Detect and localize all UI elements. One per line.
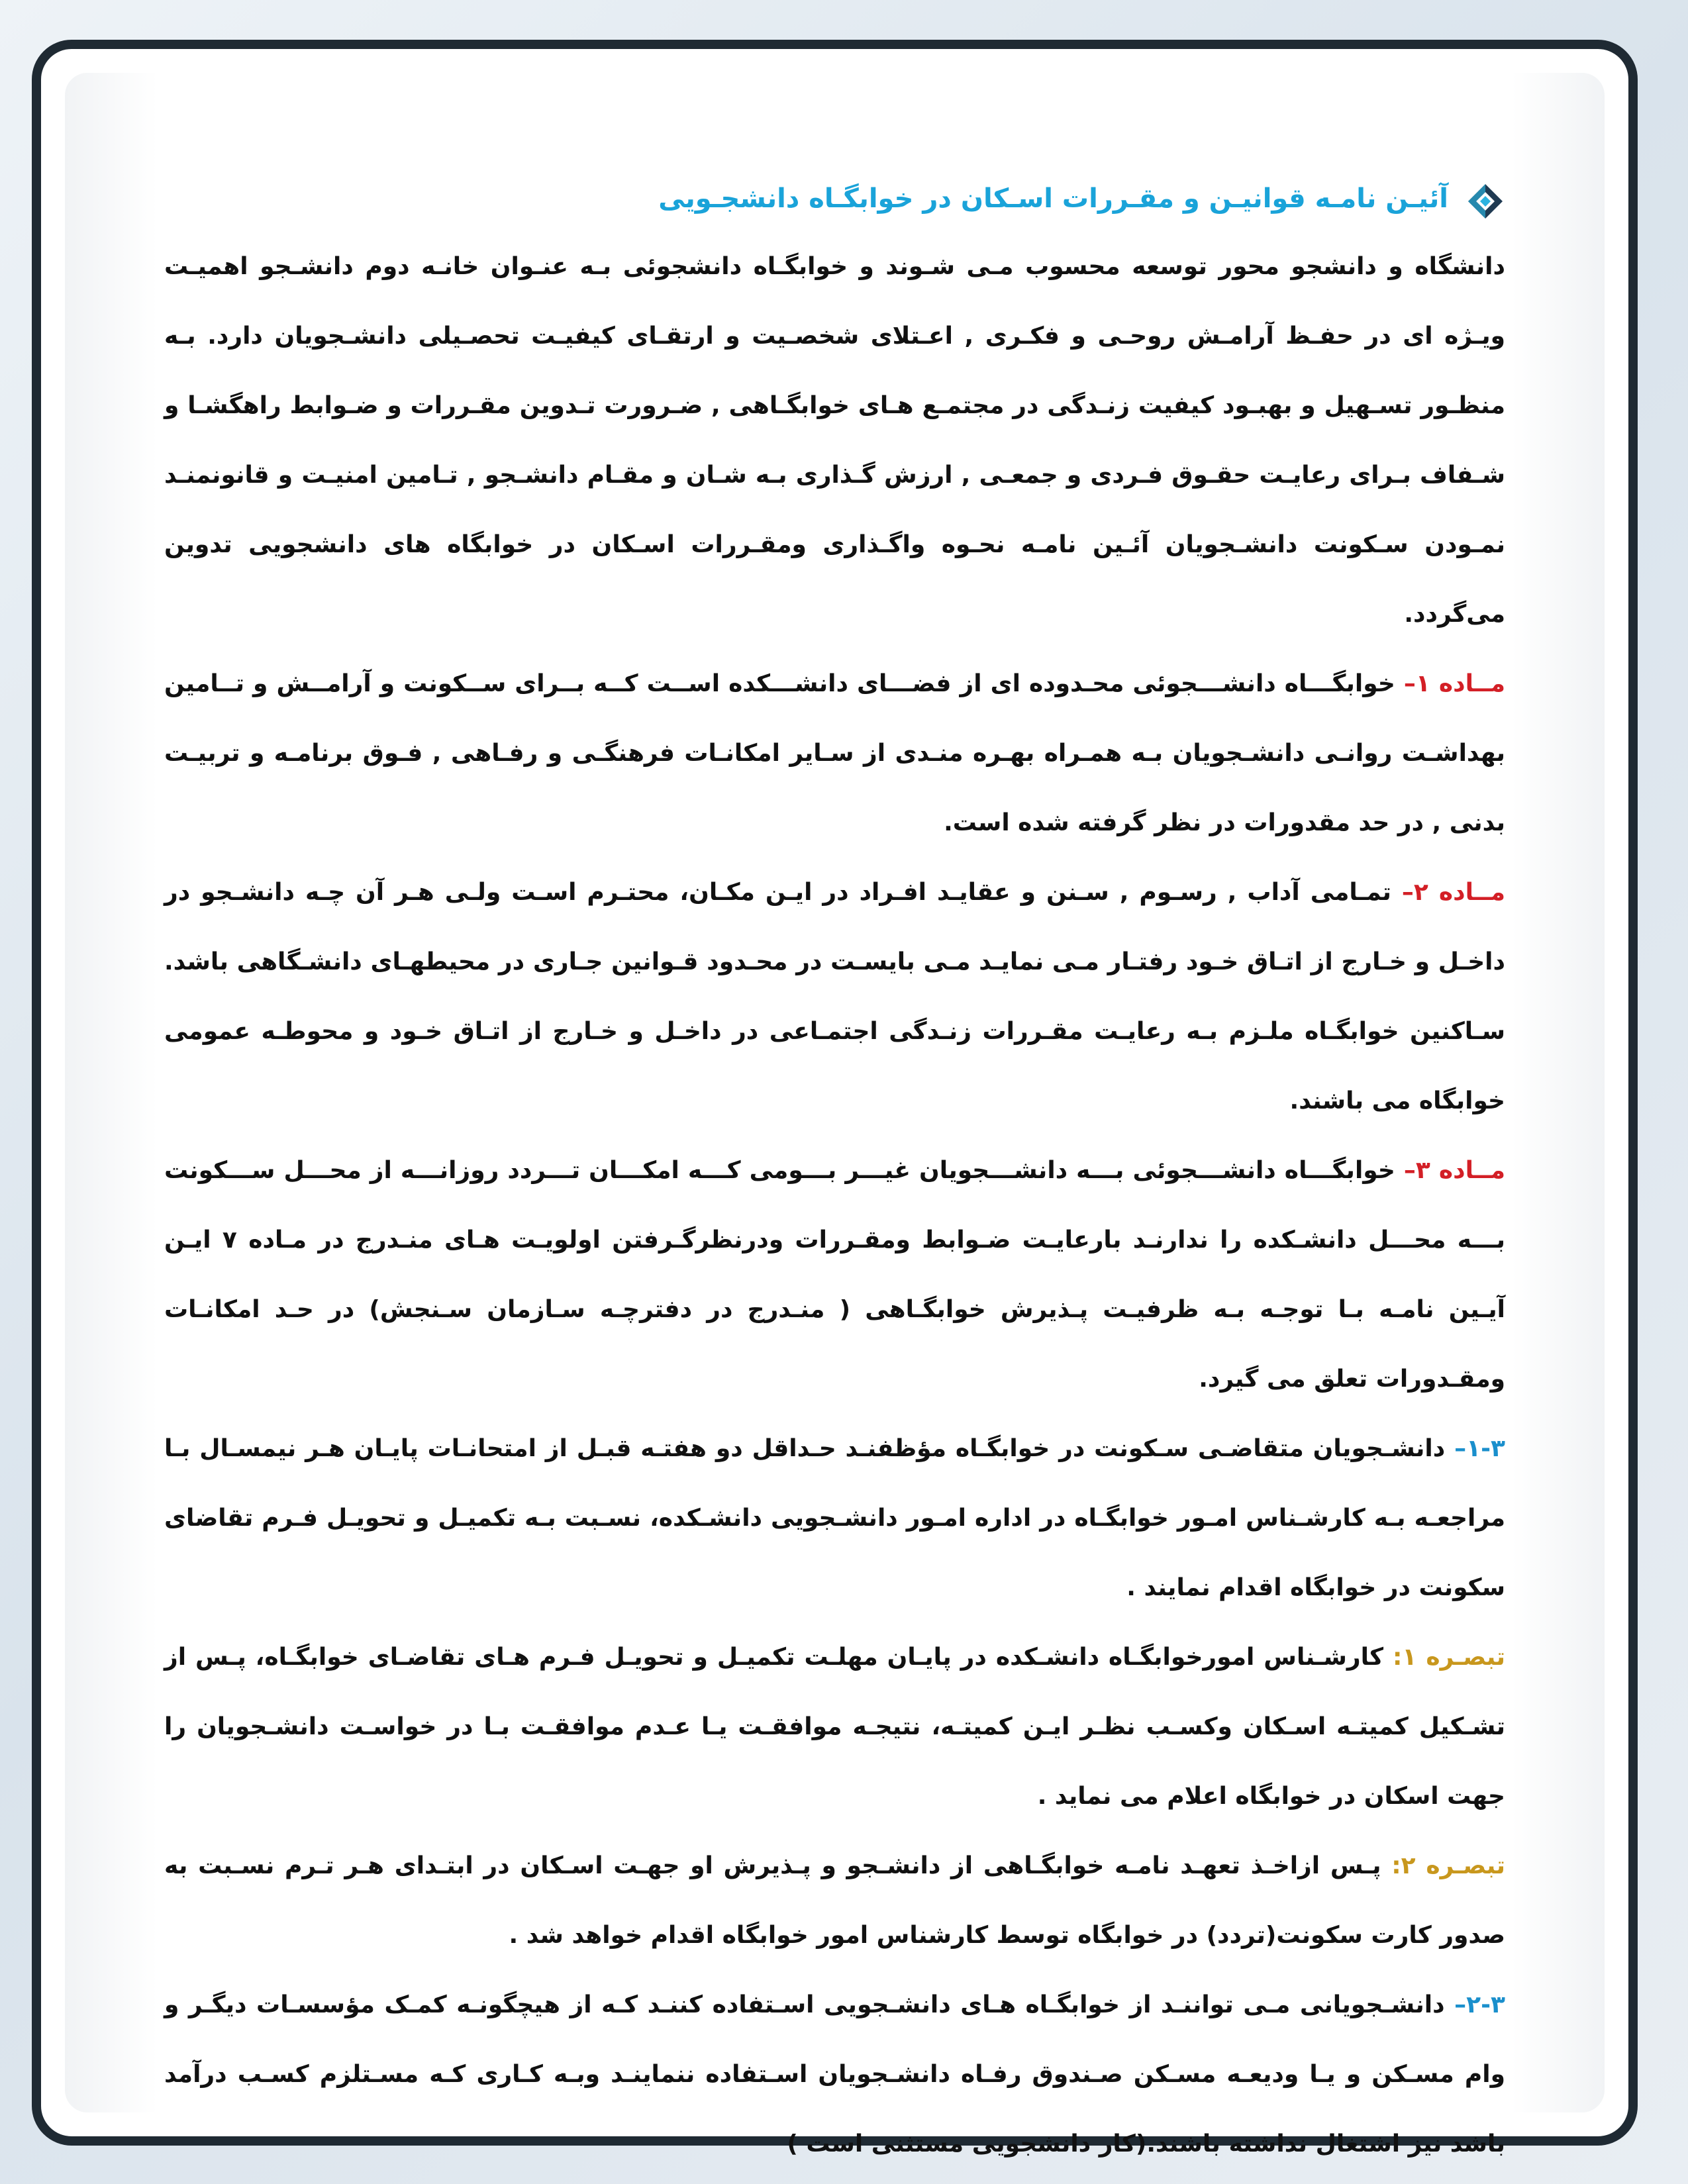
clause-3-1-text: دانشـجویان متقاضـی سـکونت در خوابگـاه مؤظفنـد حـداقل دو هفتـه قبـل از امتحانـات پایـان هـر نیمسـال بـا مراجعـه بـه کارشـناس امـور خوابگـاه در اداره امـور دانشـجویی دانشـکده، نسـبت بـه تکمیـل و تحویـل فـرم تقاضای سکونت در خوابگاه اقدام نمایند . [164,1435,1505,1601]
article-1-text: خوابگـــاه دانشـــجوئی محـدوده ای از فضـــای دانشـــکده اســت کــه بــرای ســکونت و آرامــش و تــامین بهداشـت روانـی دانشـجویان بـه همـراه بهـره منـدی از سـایر امکانـات فرهنگـی و رفـاهی , فـوق برنامـه و تربیـت بدنی , در حد مقدورات در نظر گرفته شده است. [164,670,1505,836]
title-row [164,166,1505,232]
document-body [164,166,1505,2179]
note-1-text: کارشـناس امورخوابگـاه دانشـکده در پایـان مهلـت تکمیـل و تحویـل فـرم هـای تقاضـای خوابگـاه، پـس از تشـکیل کمیتـه اسـکان وکسـب نظـر ایـن کمیتـه، نتیجـه موافقـت یـا عـدم موافقـت بـا در خواسـت دانشـجویان را جهت اسکان در خوابگاه اعلام می نماید . [164,1644,1505,1810]
clause-3-2 [164,1970,1505,2179]
note-1 [164,1622,1505,1831]
article-1-label: مــاده ۱– [1403,670,1505,697]
article-2-text: تمـامی آداب , رسـوم , سـنن و عقایـد افـراد در ایـن مکـان، محتـرم اسـت ولـی هـر آن چـه دانشـجو در داخـل و خـارج از اتـاق خـود رفتـار مـی نمایـد مـی بایسـت در محـدود قـوانین جـاری در محیطهـای دانشـگاهی باشد. سـاکنین خوابگـاه ملـزم بـه رعایـت مقـررات زنـدگی اجتمـاعی در داخـل و خـارج از اتـاق خـود و محوطـه عمومی خوابگاه می باشند. [164,879,1505,1115]
article-2-label: مــاده ۲– [1401,879,1505,906]
article-3-text: خوابگـــاه دانشـــجوئی بـــه دانشـــجویان غیـــر بـــومی کـــه امکـــان تـــردد روزانـــه از محـــل ســـکونت بـــه محـــل دانشـکده را ندارنـد بارعایـت ضـوابط ومقـررات ودرنظرگـرفتن اولویـت هـای منـدرج در مـاده ۷ ایـن آیـین نامـه بـا توجـه بـه ظرفیـت پـذیرش خوابگـاهی ( منـدرج در دفترچـه سـازمان سـنجش) در حـد امکانـات ومقـدورات تعلق می گیرد. [164,1157,1505,1393]
article-2 [164,858,1505,1136]
note-1-label: تبصـره ۱: [1393,1644,1505,1671]
clause-3-1 [164,1414,1505,1622]
document-title: آئیـن نامـه قوانیـن و مقـررات اسـکان در خوابگـاه دانشجـویی [658,183,1448,214]
clause-3-2-text: دانشـجویانی مـی تواننـد از خوابگـاه هـای دانشـجویی اسـتفاده کننـد کـه از هیچگونـه کمـک مؤسسـات دیگـر و وام مسـکن و یـا ودیعـه مسـکن صـندوق رفـاه دانشـجویان اسـتفاده ننماینـد وبـه کـاری کـه مسـتلزم کسـب درآمد باشد نیز اشتغال نداشته باشند.(کار دانشجویی مستثنی است ) [164,1991,1505,2158]
clause-3-1-label: ۱-۳– [1454,1435,1505,1462]
note-2-text: پـس ازاخـذ تعهـد نامـه خوابگـاهی از دانشـجو و پـذیرش او جهـت اسـکان در ابتـدای هـر تـرم نسـبت به صدور کارت سکونت(تردد) در خوابگاه توسط کارشناس امور خوابگاه اقدام خواهد شد . [164,1852,1505,1949]
intro-paragraph: دانشگاه و دانشجو محور توسعه محسوب مـی شـوند و خوابگـاه دانشجوئی بـه عنـوان خانـه دوم دانشـجو اهمیـت ویـژه ای در حفـظ آرامـش روحـی و فکـری , اعـتلای شخصـیت و ارتقـای کیفیـت تحصـیلی دانشـجویان دارد. بـه منظـور تسـهیل و بهبـود کیفیت زنـدگی در مجتمـع هـای خوابگـاهی , ضـرورت تـدوین مقـررات و ضـوابط راهگشـا و شـفاف بـرای رعایـت حقـوق فـردی و جمعـی , ارزش گـذاری بـه شـان و مقـام دانشـجو , تـامین امنیـت و قانونمنـد نمـودن سـکونت دانشـجویان آئـین نامـه نحـوه واگـذاری ومقـررات اسـکان در خوابگاه های دانشجویی تدوین می‌گردد. [164,253,1505,628]
diamond-chevron-icon [1465,179,1505,219]
page-frame [32,40,1638,2158]
article-3 [164,1136,1505,1414]
note-2 [164,1831,1505,1970]
article-3-label: مــاده ۳– [1403,1157,1505,1184]
article-1 [164,649,1505,858]
page-inner [65,73,1605,2158]
clause-3-2-label: ۲-۳– [1454,1991,1505,2018]
note-2-label: تبصـره ۲: [1391,1852,1505,1879]
